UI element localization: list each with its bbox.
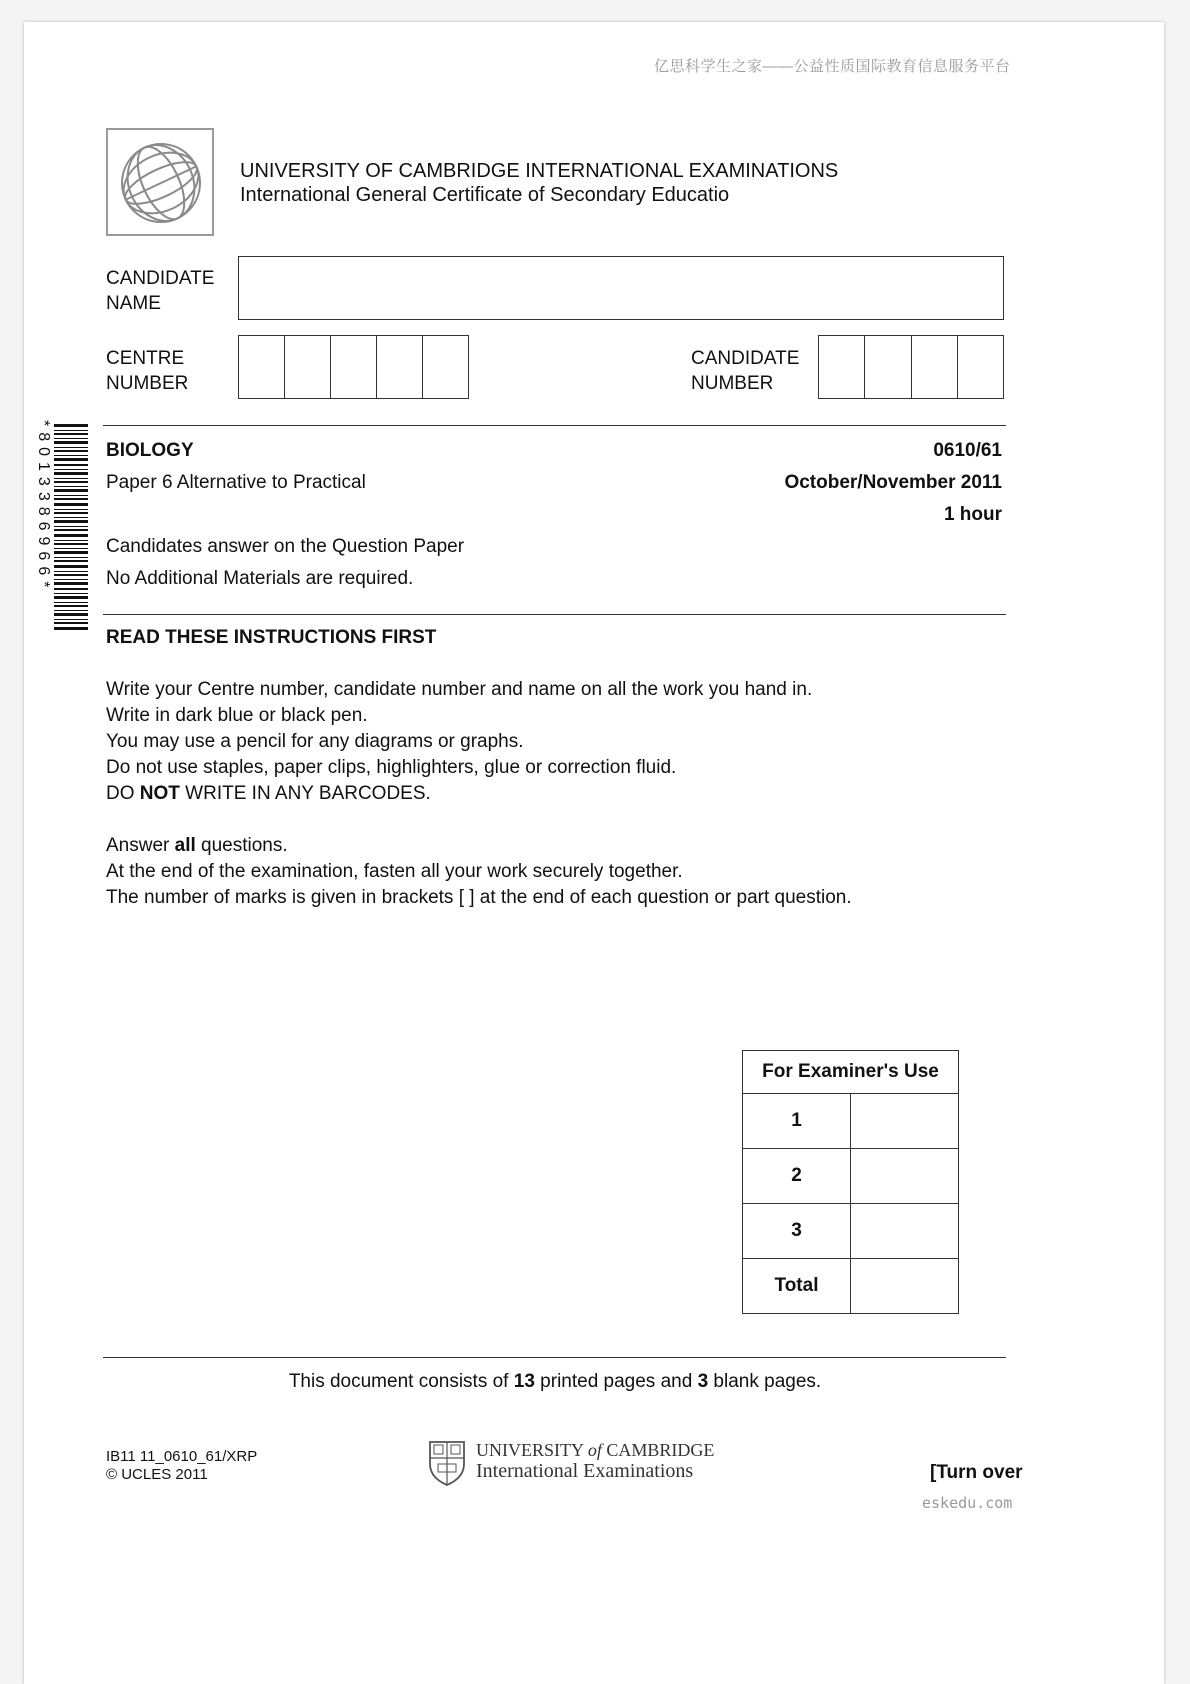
instruction-line: You may use a pencil for any diagrams or graphs. [106,731,524,752]
exam-duration: 1 hour [943,504,1002,525]
paper-title: Paper 6 Alternative to Practical [106,472,366,493]
candidate-number-cell[interactable] [865,336,911,398]
watermark-top: 亿思科学生之家——公益性质国际教育信息服务平台 [654,58,1011,75]
candidate-number-cell[interactable] [958,336,1003,398]
instruction-line: Write in dark blue or black pen. [106,705,368,726]
instruction-line: At the end of the examination, fasten all your work securely together. [106,861,683,882]
barcode-number: *8013386966* [35,420,52,594]
copyright: © UCLES 2011 [106,1466,208,1483]
examiner-row-label: 1 [743,1094,851,1149]
examiner-table-heading: For Examiner's Use [743,1051,959,1094]
divider [103,1357,1006,1358]
cambridge-logo-subtitle: International Examinations [476,1460,694,1482]
document-code: IB11 11_0610_61/XRP [106,1448,258,1465]
cambridge-crest [428,1440,466,1491]
examiner-mark-cell[interactable] [851,1259,959,1314]
page-count-note: This document consists of 13 printed pages and 3 blank pages. [288,1371,822,1392]
centre-number-cell[interactable] [377,336,423,398]
instructions-block [106,677,852,911]
instruction-line: Do not use staples, paper clips, highlighters, glue or correction fluid. [106,757,677,778]
examiner-mark-cell[interactable] [851,1094,959,1149]
paper-code: 0610/61 [933,440,1002,461]
examiner-mark-cell[interactable] [851,1149,959,1204]
candidate-number-field[interactable] [818,335,1004,399]
centre-number-field[interactable] [238,335,469,399]
instruction-line: Write your Centre number, candidate number and name on all the work you hand in. [106,679,813,700]
cambridge-logo-title: UNIVERSITY of CAMBRIDGE [476,1440,715,1460]
divider [103,425,1006,426]
globe-icon [118,140,204,226]
instruction-line: The number of marks is given in brackets [ ] at the end of each question or part question. [106,887,852,908]
turn-over: [Turn over [930,1462,1023,1483]
exam-session: October/November 2011 [784,472,1002,493]
examiner-use-table [742,1050,959,1314]
candidate-number-label: CANDIDATE NUMBER [691,348,800,394]
barcode-icon [54,424,88,630]
globe-logo [106,128,214,236]
centre-number-cell[interactable] [285,336,331,398]
examiner-row-label: 2 [743,1149,851,1204]
examiner-row-label: 3 [743,1204,851,1259]
instruction-line: Answer all questions. [106,835,288,856]
crest-icon [428,1440,466,1486]
subject: BIOLOGY [106,440,194,461]
candidate-name-field[interactable] [238,256,1004,320]
certificate-title: International General Certificate of Secondary Educatio [240,184,730,206]
centre-number-label: CENTRE NUMBER [106,348,189,394]
centre-number-cell[interactable] [331,336,377,398]
divider [103,614,1006,615]
answer-note: Candidates answer on the Question Paper [106,536,465,557]
candidate-name-label: CANDIDATE NAME [106,268,215,314]
candidate-number-cell[interactable] [912,336,958,398]
candidate-number-cell[interactable] [819,336,865,398]
centre-number-cell[interactable] [239,336,285,398]
footer-code-block [106,1448,257,1484]
university-title: UNIVERSITY OF CAMBRIDGE INTERNATIONAL EXAMINATIONS [240,160,839,182]
watermark-bottom: eskedu.com [922,1494,1013,1512]
materials-note: No Additional Materials are required. [106,568,414,589]
barcode [54,424,88,630]
centre-number-cell[interactable] [423,336,468,398]
examiner-mark-cell[interactable] [851,1204,959,1259]
instructions-heading: READ THESE INSTRUCTIONS FIRST [106,627,437,648]
instruction-line: DO NOT WRITE IN ANY BARCODES. [106,783,431,804]
examiner-row-label: Total [743,1259,851,1314]
